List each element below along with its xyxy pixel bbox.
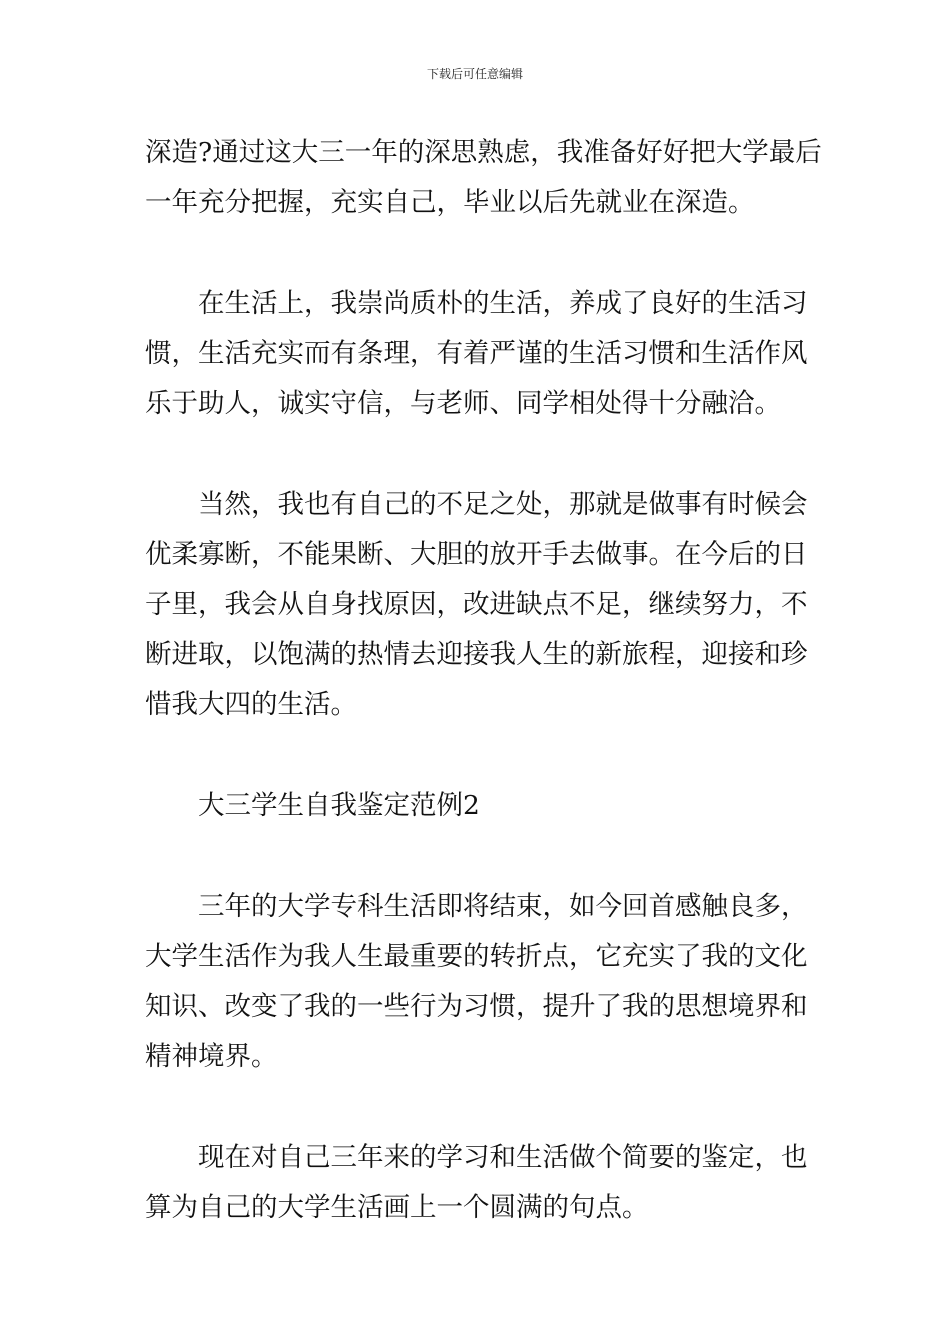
text-line: 断进取，以饱满的热情去迎接我人生的新旅程，迎接和珍: [145, 639, 808, 670]
document-body: [145, 128, 822, 1284]
text-line: 惯，生活充实而有条理，有着严谨的生活习惯和生活作风: [145, 338, 808, 369]
paragraph-6: [145, 1133, 807, 1233]
text-line: 精神境界。: [145, 1041, 278, 1072]
text-line: 三年的大学专科生活即将结束，如今回首感触良多，: [198, 891, 808, 922]
text-line: 现在对自己三年来的学习和生活做个简要的鉴定，也: [198, 1142, 808, 1173]
section-heading: [145, 781, 807, 831]
text-line: 深造?通过这大三一年的深思熟虑，我准备好好把大学最后: [145, 137, 822, 168]
paragraph-3: [145, 480, 807, 730]
text-line: 优柔寡断，不能果断、大胆的放开手去做事。在今后的日: [145, 539, 808, 570]
page-header: 下载后可任意编辑: [426, 67, 523, 81]
heading-line: 大三学生自我鉴定范例2: [198, 790, 480, 821]
text-line: 当然，我也有自己的不足之处，那就是做事有时候会: [198, 489, 808, 520]
paragraph-2: [145, 279, 807, 429]
text-line: 在生活上，我崇尚质朴的生活，养成了良好的生活习: [198, 288, 808, 319]
text-line: 知识、改变了我的一些行为习惯，提升了我的思想境界和: [145, 991, 808, 1022]
text-line: 乐于助人，诚实守信，与老师、同学相处得十分融洽。: [145, 388, 781, 419]
paragraph-1: [145, 128, 822, 228]
text-line: 大学生活作为我人生最重要的转折点，它充实了我的文化: [145, 941, 808, 972]
paragraph-5: [145, 882, 807, 1082]
text-line: 惜我大四的生活。: [145, 689, 357, 720]
text-line: 一年充分把握，充实自己，毕业以后先就业在深造。: [145, 187, 755, 218]
text-line: 子里，我会从自身找原因，改进缺点不足，继续努力，不: [145, 589, 808, 620]
text-line: 算为自己的大学生活画上一个圆满的句点。: [145, 1192, 649, 1223]
